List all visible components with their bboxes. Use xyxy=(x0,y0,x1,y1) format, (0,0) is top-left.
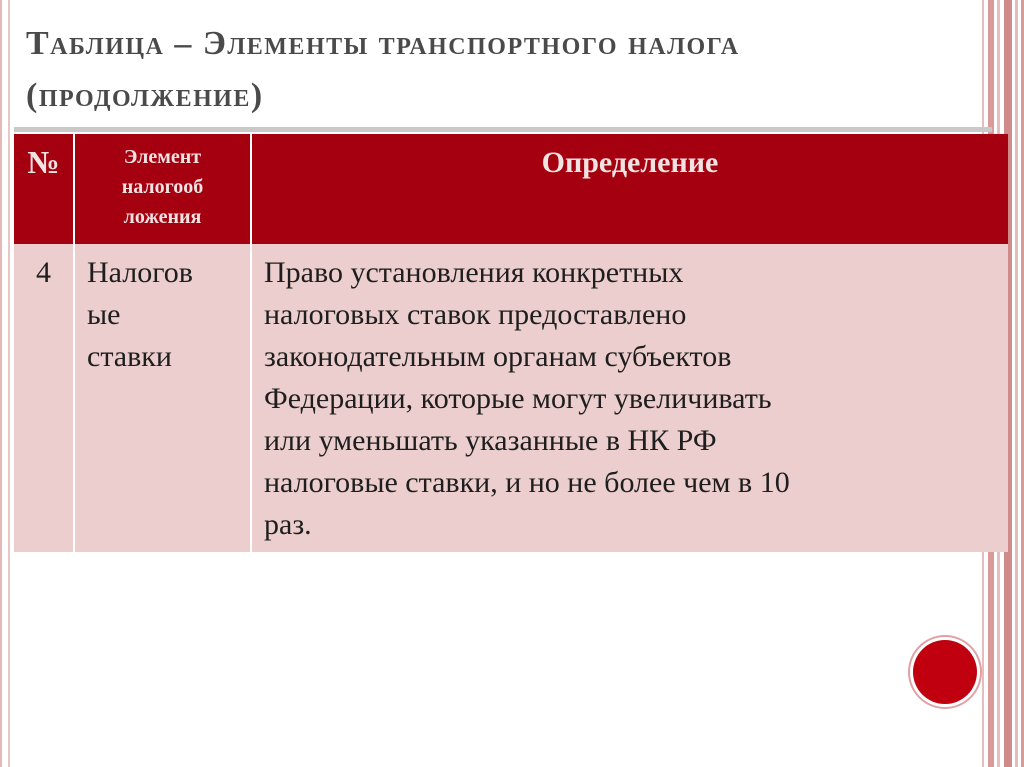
definition-line-4: Федерации, которые могут увеличивать xyxy=(264,382,772,415)
definition-line-5: или уменьшать указанные в НК РФ xyxy=(264,424,717,457)
definition-line-6: налоговые ставки, и но не более чем в 10 xyxy=(264,466,790,499)
header-number: № xyxy=(14,134,74,244)
cell-element-line-3: ставки xyxy=(87,340,172,373)
slide-title-line-2: (продолжение) xyxy=(26,77,264,114)
table-row xyxy=(14,244,1008,552)
definition-line-1: Право установления конкретных xyxy=(264,256,684,289)
cell-definition xyxy=(251,244,1008,552)
decorative-red-circle xyxy=(913,640,977,704)
cell-number: 4 xyxy=(14,244,74,552)
table-header-row xyxy=(14,134,1008,244)
cell-element-line-2: ые xyxy=(87,298,121,331)
definition-line-7: раз. xyxy=(264,508,312,541)
left-border-decoration xyxy=(0,0,12,767)
header-definition: Определение xyxy=(251,134,1008,244)
slide-title-line-1: Таблица – Элементы транспортного налога xyxy=(26,25,740,62)
cell-element xyxy=(74,244,251,552)
header-element-line-3: ложения xyxy=(123,206,202,228)
title-divider xyxy=(14,127,992,132)
definition-line-2: налоговых ставок предоставлено xyxy=(264,298,687,331)
cell-element-line-1: Налогов xyxy=(87,256,193,289)
header-element-line-2: налогооб xyxy=(121,176,204,198)
slide-title xyxy=(26,18,946,122)
header-element-line-1: Элемент xyxy=(123,146,202,168)
header-element xyxy=(74,134,251,244)
definition-line-3: законодательным органам субъектов xyxy=(264,340,732,373)
tax-elements-table xyxy=(14,134,1008,552)
